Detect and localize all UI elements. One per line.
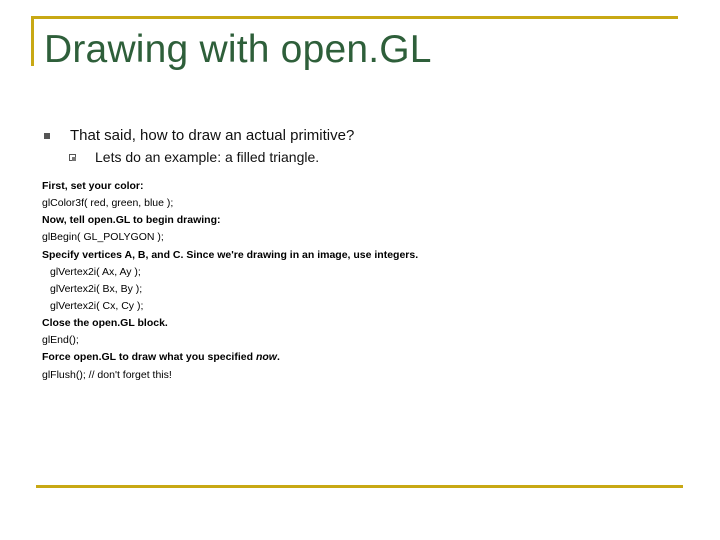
left-rule bbox=[31, 16, 34, 66]
square-bullet-icon bbox=[44, 133, 50, 139]
instruction-line: First, set your color: bbox=[42, 180, 144, 192]
instruction-line: Now, tell open.GL to begin drawing: bbox=[42, 214, 221, 226]
instruction-line bbox=[42, 351, 280, 363]
code-line: glVertex2i( Ax, Ay ); bbox=[50, 266, 141, 278]
bullet-text: That said, how to draw an actual primitive? bbox=[70, 127, 355, 144]
code-line: glFlush(); // don't forget this! bbox=[42, 369, 172, 381]
instruction-line: Specify vertices A, B, and C. Since we're drawing in an image, use integers. bbox=[42, 249, 419, 261]
code-line: glVertex2i( Cx, Cy ); bbox=[50, 300, 144, 312]
code-line: glBegin( GL_POLYGON ); bbox=[42, 231, 164, 243]
instruction-text: Force open.GL to draw what you specified bbox=[42, 351, 256, 363]
bullet-text: Lets do an example: a filled triangle. bbox=[95, 149, 320, 165]
code-line: glVertex2i( Bx, By ); bbox=[50, 283, 143, 295]
instruction-tail: . bbox=[276, 351, 280, 363]
emphasis-text: now bbox=[255, 351, 277, 363]
code-line: glColor3f( red, green, blue ); bbox=[42, 197, 174, 209]
instruction-line: Close the open.GL block. bbox=[42, 317, 168, 329]
hollow-square-bullet-icon bbox=[69, 154, 76, 161]
top-rule bbox=[31, 16, 678, 19]
bottom-rule bbox=[36, 485, 683, 488]
code-line: glEnd(); bbox=[42, 334, 79, 346]
slide-title: Drawing with open.GL bbox=[44, 28, 432, 71]
